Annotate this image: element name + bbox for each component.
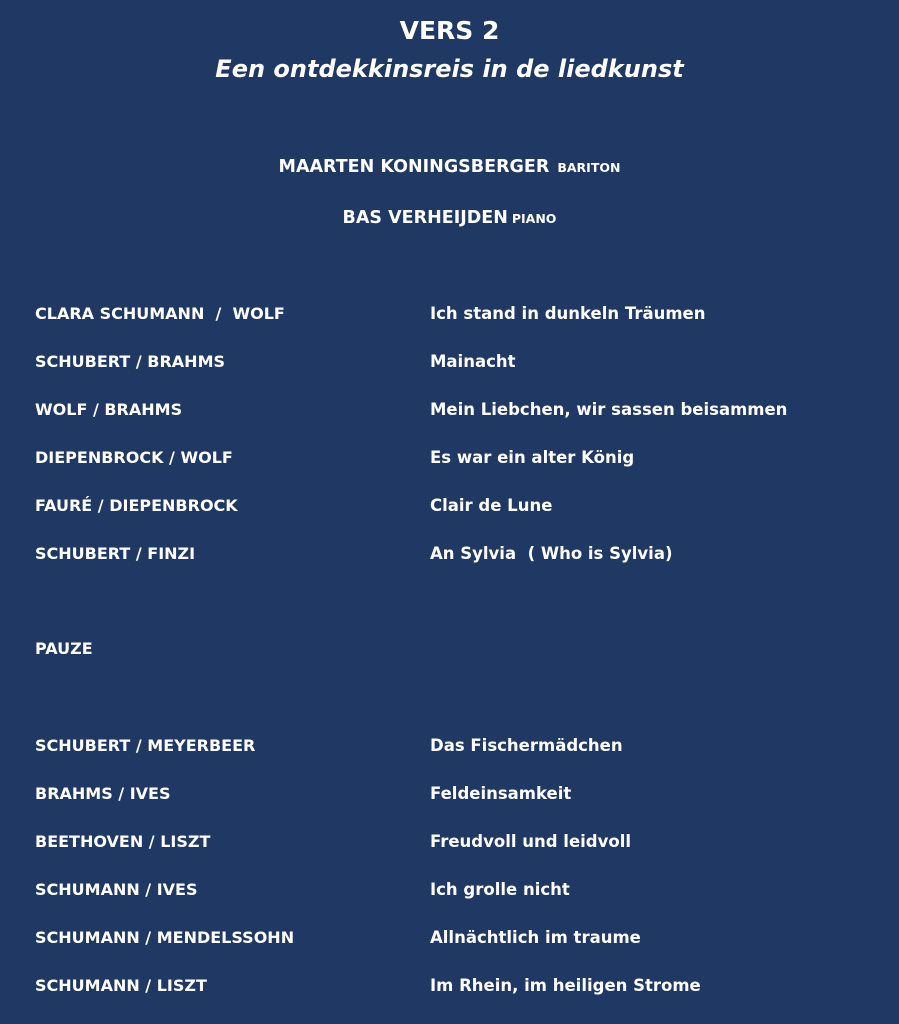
program-subtitle: Een ontdekkinsreis in de liedkunst bbox=[215, 55, 684, 83]
performer-singer bbox=[0, 157, 899, 177]
song-title: Freudvoll und leidvoll bbox=[430, 832, 632, 851]
program-row bbox=[0, 496, 899, 520]
song-title: Ich stand in dunkeln Träumen bbox=[430, 304, 706, 323]
composers: BEETHOVEN / LISZT bbox=[35, 832, 211, 851]
pause-label: PAUZE bbox=[35, 639, 93, 658]
program-title: VERS 2 bbox=[399, 16, 500, 45]
composers: SCHUMANN / MENDELSSOHN bbox=[35, 928, 295, 947]
song-title: Feldeinsamkeit bbox=[430, 784, 572, 803]
composers: SCHUBERT / BRAHMS bbox=[35, 352, 226, 371]
program-row bbox=[0, 976, 899, 1000]
program-row bbox=[0, 304, 899, 328]
composers: CLARA SCHUMANN / WOLF bbox=[35, 304, 285, 323]
composers: FAURÉ / DIEPENBROCK bbox=[35, 496, 238, 515]
program-row bbox=[0, 832, 899, 856]
song-title: Mainacht bbox=[430, 352, 516, 371]
composers: WOLF / BRAHMS bbox=[35, 400, 183, 419]
composers: DIEPENBROCK / WOLF bbox=[35, 448, 233, 467]
program-row bbox=[0, 736, 899, 760]
song-title: Im Rhein, im heiligen Strome bbox=[430, 976, 701, 995]
performer-role: PIANO bbox=[511, 211, 557, 226]
program-row bbox=[0, 544, 899, 568]
composers: BRAHMS / IVES bbox=[35, 784, 171, 803]
program-row bbox=[0, 784, 899, 808]
program-row bbox=[0, 352, 899, 376]
composers: SCHUBERT / MEYERBEER bbox=[35, 736, 256, 755]
song-title: Ich grolle nicht bbox=[430, 880, 570, 899]
performer-name: MAARTEN KONINGSBERGER bbox=[278, 157, 550, 177]
program-row bbox=[0, 448, 899, 472]
performer-name: BAS VERHEIJDEN bbox=[342, 208, 508, 228]
song-title: Allnächtlich im traume bbox=[430, 928, 641, 947]
performer-pianist bbox=[0, 208, 899, 228]
program-row bbox=[0, 400, 899, 424]
song-title: Clair de Lune bbox=[430, 496, 553, 515]
program-row bbox=[0, 928, 899, 952]
song-title: Das Fischermädchen bbox=[430, 736, 623, 755]
composers: SCHUBERT / FINZI bbox=[35, 544, 196, 563]
song-title: Es war ein alter König bbox=[430, 448, 635, 467]
composers: SCHUMANN / LISZT bbox=[35, 976, 207, 995]
song-title: An Sylvia ( Who is Sylvia) bbox=[430, 544, 673, 563]
performer-role: BARITON bbox=[557, 160, 621, 175]
composers: SCHUMANN / IVES bbox=[35, 880, 198, 899]
song-title: Mein Liebchen, wir sassen beisammen bbox=[430, 400, 788, 419]
program-row bbox=[0, 880, 899, 904]
